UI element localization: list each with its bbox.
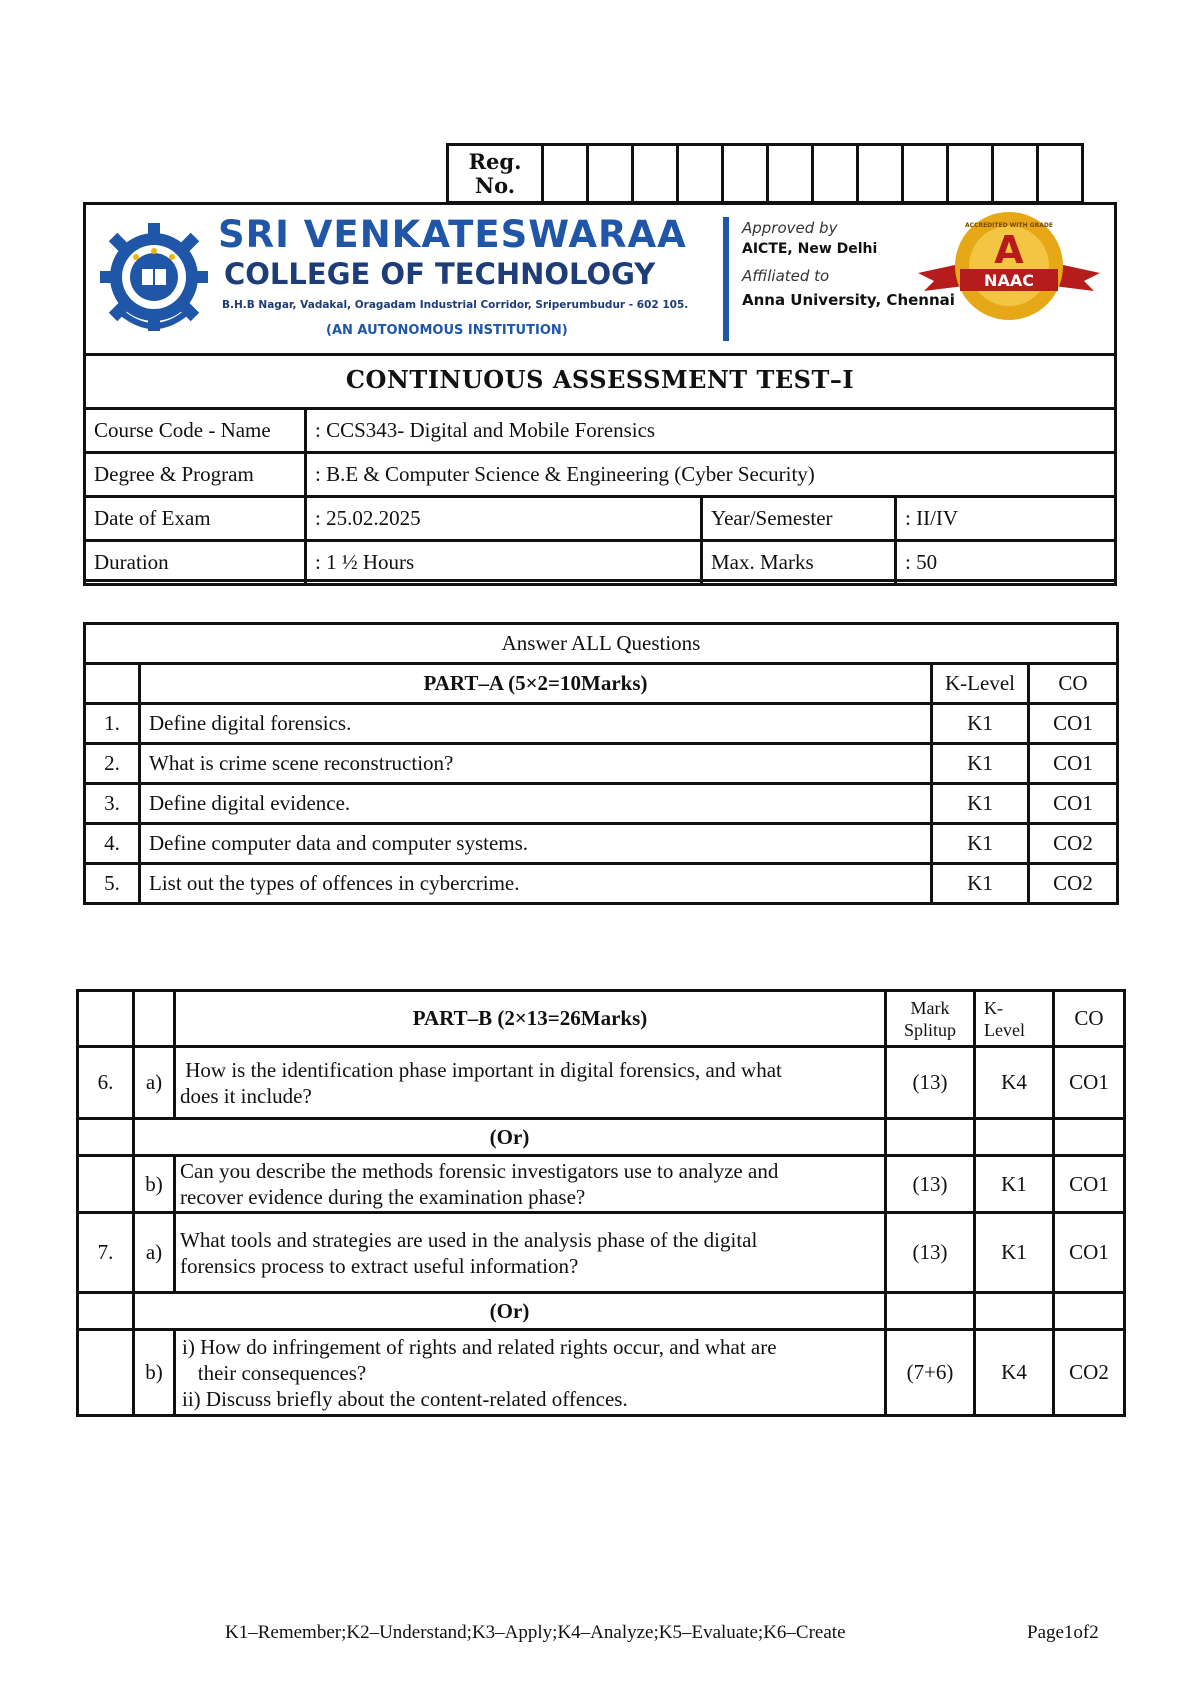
marks-label: Max. Marks bbox=[702, 541, 896, 585]
reg-digit-box bbox=[993, 145, 1038, 203]
question-klevel: K1 bbox=[932, 864, 1029, 904]
question-klevel: K4 bbox=[975, 1047, 1054, 1119]
college-name-line2: COLLEGE OF TECHNOLOGY bbox=[224, 257, 656, 291]
empty-cell bbox=[78, 1119, 134, 1156]
question-number: 1. bbox=[85, 704, 140, 744]
question-klevel: K1 bbox=[932, 744, 1029, 784]
empty-cell bbox=[1054, 1119, 1125, 1156]
or-label: (Or) bbox=[134, 1293, 886, 1330]
question-text: List out the types of offences in cybercrime. bbox=[140, 864, 932, 904]
part-b-heading: PART–B (2×13=26Marks) bbox=[175, 991, 886, 1047]
question-klevel: K1 bbox=[932, 704, 1029, 744]
question-marks: (13) bbox=[886, 1156, 975, 1213]
college-address: B.H.B Nagar, Vadakal, Oragadam Industrial Corridor, Sriperumbudur - 602 105. bbox=[222, 299, 689, 311]
question-line: does it include? bbox=[180, 1083, 312, 1108]
empty-cell bbox=[886, 1293, 975, 1330]
table-row bbox=[85, 784, 1118, 824]
part-a-instruction: Answer ALL Questions bbox=[85, 624, 1118, 664]
table-row bbox=[85, 824, 1118, 864]
question-line: How is the identification phase important in digital forensics, and what bbox=[185, 1057, 782, 1082]
naac-ring-text: ACCREDITED WITH GRADE bbox=[965, 222, 1053, 229]
question-text bbox=[175, 1156, 886, 1213]
question-text bbox=[175, 1213, 886, 1293]
affiliated-label: Affiliated to bbox=[742, 267, 830, 285]
reg-digit-box bbox=[723, 145, 768, 203]
reg-label-line1: Reg. bbox=[468, 148, 522, 174]
question-co: CO2 bbox=[1029, 824, 1118, 864]
question-marks: (13) bbox=[886, 1213, 975, 1293]
question-co: CO2 bbox=[1054, 1330, 1125, 1416]
empty-cell bbox=[1054, 1293, 1125, 1330]
empty-cell bbox=[78, 1293, 134, 1330]
reg-digit-box bbox=[588, 145, 633, 203]
question-text: Define computer data and computer systems. bbox=[140, 824, 932, 864]
part-b-table bbox=[76, 989, 1126, 1417]
question-klevel: K1 bbox=[975, 1213, 1054, 1293]
question-text bbox=[175, 1330, 886, 1416]
question-text: What is crime scene reconstruction? bbox=[140, 744, 932, 784]
naac-grade: A bbox=[994, 228, 1024, 272]
table-row bbox=[78, 1156, 1125, 1213]
question-co: CO1 bbox=[1029, 784, 1118, 824]
marks-value: : 50 bbox=[896, 541, 1116, 585]
reg-digit-box bbox=[633, 145, 678, 203]
question-marks: (13) bbox=[886, 1047, 975, 1119]
question-co: CO1 bbox=[1054, 1213, 1125, 1293]
reg-digit-box bbox=[1038, 145, 1083, 203]
duration-label: Duration bbox=[85, 541, 306, 585]
approved-label: Approved by bbox=[742, 219, 838, 237]
college-logo-icon bbox=[92, 217, 216, 341]
reg-label bbox=[448, 145, 543, 203]
klevel-header-line2: Level bbox=[984, 1019, 1025, 1040]
question-line: their consequences? bbox=[197, 1360, 367, 1385]
part-a-table bbox=[83, 622, 1119, 905]
empty-cell bbox=[975, 1293, 1054, 1330]
part-a-heading: PART–A (5×2=10Marks) bbox=[140, 664, 932, 704]
or-row bbox=[78, 1119, 1125, 1156]
date-value: : 25.02.2025 bbox=[306, 497, 702, 541]
question-number: 2. bbox=[85, 744, 140, 784]
empty-cell bbox=[886, 1119, 975, 1156]
mark-header-line1: Mark bbox=[910, 997, 950, 1018]
question-klevel: K1 bbox=[932, 784, 1029, 824]
question-line: What tools and strategies are used in the analysis phase of the digital bbox=[180, 1227, 758, 1252]
degree-label: Degree & Program bbox=[85, 453, 306, 497]
reg-digit-box bbox=[768, 145, 813, 203]
part-b-klevel-header bbox=[975, 991, 1054, 1047]
question-line: ii) Discuss briefly about the content-related offences. bbox=[182, 1386, 628, 1411]
question-number: 7. bbox=[78, 1213, 134, 1293]
question-klevel: K1 bbox=[975, 1156, 1054, 1213]
question-part: a) bbox=[134, 1213, 175, 1293]
college-banner bbox=[86, 205, 1114, 356]
reg-digit-box bbox=[903, 145, 948, 203]
question-marks: (7+6) bbox=[886, 1330, 975, 1416]
reg-number-grid bbox=[446, 143, 1084, 204]
question-text bbox=[175, 1047, 886, 1119]
or-label: (Or) bbox=[134, 1119, 886, 1156]
table-row bbox=[78, 1213, 1125, 1293]
question-co: CO1 bbox=[1029, 744, 1118, 784]
part-a-co-header: CO bbox=[1029, 664, 1118, 704]
table-row bbox=[78, 1047, 1125, 1119]
reg-digit-box bbox=[678, 145, 723, 203]
question-line: forensics process to extract useful information? bbox=[180, 1253, 579, 1278]
question-number: 6. bbox=[78, 1047, 134, 1119]
course-label: Course Code - Name bbox=[85, 409, 306, 453]
or-row bbox=[78, 1293, 1125, 1330]
question-line: recover evidence during the examination phase? bbox=[180, 1185, 586, 1209]
course-value: : CCS343- Digital and Mobile Forensics bbox=[306, 409, 1116, 453]
question-co: CO1 bbox=[1054, 1047, 1125, 1119]
year-value: : II/IV bbox=[896, 497, 1116, 541]
page-number: Page1of2 bbox=[1027, 1622, 1099, 1643]
reg-digit-box bbox=[948, 145, 993, 203]
question-co: CO2 bbox=[1029, 864, 1118, 904]
empty-cell bbox=[78, 1156, 134, 1213]
exam-header bbox=[83, 202, 1117, 582]
part-b-mark-header bbox=[886, 991, 975, 1047]
date-label: Date of Exam bbox=[85, 497, 306, 541]
question-part: b) bbox=[134, 1156, 175, 1213]
question-text: Define digital forensics. bbox=[140, 704, 932, 744]
question-co: CO1 bbox=[1054, 1156, 1125, 1213]
empty-cell bbox=[975, 1119, 1054, 1156]
affiliated-to: Anna University, Chennai bbox=[742, 291, 955, 309]
exam-info-table bbox=[83, 407, 1117, 586]
question-number: 4. bbox=[85, 824, 140, 864]
reg-digit-box bbox=[543, 145, 588, 203]
reg-digit-box bbox=[813, 145, 858, 203]
question-part: a) bbox=[134, 1047, 175, 1119]
table-row bbox=[85, 704, 1118, 744]
test-title: CONTINUOUS ASSESSMENT TEST–I bbox=[86, 353, 1114, 410]
part-b-sub-header bbox=[134, 991, 175, 1047]
approved-by: AICTE, New Delhi bbox=[742, 241, 878, 257]
klevel-header-line1: K- bbox=[984, 997, 1003, 1018]
table-row bbox=[78, 1330, 1125, 1416]
year-label: Year/Semester bbox=[702, 497, 896, 541]
part-a-klevel-header: K-Level bbox=[932, 664, 1029, 704]
mark-header-line2: Splitup bbox=[903, 1019, 956, 1040]
banner-divider bbox=[723, 217, 729, 341]
duration-value: : 1 ½ Hours bbox=[306, 541, 702, 585]
part-a-no-header bbox=[85, 664, 140, 704]
part-b-no-header bbox=[78, 991, 134, 1047]
question-number: 5. bbox=[85, 864, 140, 904]
table-row bbox=[85, 864, 1118, 904]
klevel-legend: K1–Remember;K2–Understand;K3–Apply;K4–Analyze;K5–Evaluate;K6–Create bbox=[225, 1622, 846, 1643]
question-klevel: K4 bbox=[975, 1330, 1054, 1416]
question-line: Can you describe the methods forensic investigators use to analyze and bbox=[180, 1159, 779, 1183]
part-b-co-header: CO bbox=[1054, 991, 1125, 1047]
naac-label: NAAC bbox=[984, 271, 1034, 290]
naac-badge-icon bbox=[914, 211, 1104, 331]
college-name-line1: SRI VENKATESWARAA bbox=[218, 213, 687, 256]
table-row bbox=[85, 744, 1118, 784]
question-klevel: K1 bbox=[932, 824, 1029, 864]
autonomous-label: (AN AUTONOMOUS INSTITUTION) bbox=[326, 323, 568, 338]
degree-value: : B.E & Computer Science & Engineering (Cyber Security) bbox=[306, 453, 1116, 497]
reg-digit-box bbox=[858, 145, 903, 203]
question-number: 3. bbox=[85, 784, 140, 824]
question-text: Define digital evidence. bbox=[140, 784, 932, 824]
question-co: CO1 bbox=[1029, 704, 1118, 744]
question-line: i) How do infringement of rights and related rights occur, and what are bbox=[182, 1334, 777, 1359]
reg-label-line2: No. bbox=[474, 172, 516, 198]
question-part: b) bbox=[134, 1330, 175, 1416]
empty-cell bbox=[78, 1330, 134, 1416]
